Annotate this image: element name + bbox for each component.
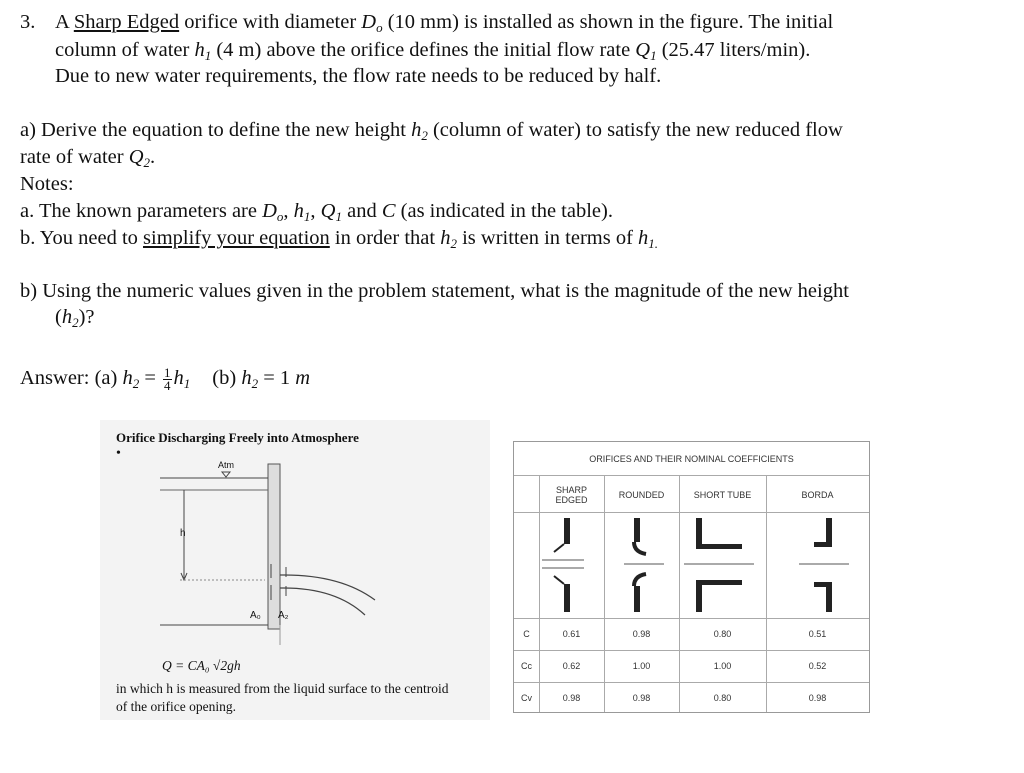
cc-sharp: 0.62 [562, 661, 581, 671]
table-title: ORIFICES AND THEIR NOMINAL COEFFICIENTS [589, 454, 794, 464]
cv-borda: 0.98 [808, 693, 827, 703]
row-label-cv: Cv [521, 693, 532, 703]
cv-short-tube: 0.80 [713, 693, 732, 703]
answer-line: Answer: (a) $h_2$ = $\frac{1}{4}$ $h_1$ (b) $h_2 = 1$ m [20, 364, 311, 393]
free-surface-marker [222, 472, 230, 477]
orifice-figure [100, 420, 490, 720]
cc-borda: 0.52 [808, 661, 827, 671]
tank-diagram [100, 450, 490, 680]
figure-title: Orifice Discharging Freely into Atmosphere [116, 430, 359, 445]
cv-rounded: 0.98 [632, 693, 651, 703]
note-b: b. You need to simplify your equation in order that $h_2$ is written in terms of $h_{1.}$ [20, 227, 659, 251]
problem-line-3: Due to new water requirements, the flow rate needs to be reduced by half. [55, 65, 662, 87]
jet-lower [280, 588, 365, 615]
caption-line-1: in which h is measured from the liquid surface to the centroid [116, 681, 449, 696]
sharp-edged-link: Sharp Edged [73, 11, 180, 33]
bullet: • [116, 446, 121, 461]
cv-sharp: 0.98 [562, 693, 581, 703]
h-label: h [180, 528, 186, 539]
short-tube-icon [684, 518, 754, 612]
header-sharp-edged: SHARP EDGED [555, 485, 588, 505]
c-borda: 0.51 [808, 629, 827, 639]
tank-wall [268, 464, 280, 629]
cc-short-tube: 1.00 [713, 661, 732, 671]
a0-label: A₀ [250, 610, 261, 621]
c-rounded: 0.98 [632, 629, 651, 639]
a2-label: A₂ [278, 610, 289, 621]
problem-line-2: column of water $h_1$ (4 m) above the orifice defines the initial flow rate $Q_1$ (25.47 liters/min). [55, 39, 811, 63]
cc-rounded: 1.00 [632, 661, 651, 671]
part-b-line-1: b) Using the numeric values given in the problem statement, what is the magnitude of the new height [20, 280, 849, 302]
part-b-line-2: $(h_2)$? [55, 306, 95, 330]
c-short-tube: 0.80 [713, 629, 732, 639]
atm-label: Atm [218, 460, 235, 470]
notes-heading: Notes: [20, 173, 74, 195]
problem-line-1: A Sharp Edged orifice with diameter $D_o$ (10 mm) is installed as shown in the figure. The initial [55, 11, 834, 35]
rounded-icon [624, 518, 664, 612]
coefficients-table [513, 441, 870, 713]
part-a-line-2: rate of water $Q_2$. [20, 146, 156, 170]
header-rounded: ROUNDED [618, 490, 665, 500]
orifice-formula: Q = CA₀ √2gh [162, 658, 241, 673]
note-a: a. The known parameters are $D_o$, $h_1$, $Q_1$ and C (as indicated in the table). [20, 200, 613, 224]
sharp-edged-icon [542, 518, 584, 612]
one-quarter-fraction: $\frac{1}{4}$ [164, 364, 171, 393]
header-short-tube: SHORT TUBE [693, 490, 752, 500]
row-label-cc: Cc [521, 661, 532, 671]
caption-line-2: of the orifice opening. [116, 699, 236, 714]
row-label-c: C [523, 629, 530, 639]
part-a-line-1: a) Derive the equation to define the new height $h_2$ (column of water) to satisfy the new reduced flow [20, 119, 843, 143]
orifice-pictograms [514, 512, 869, 618]
problem-number: 3. [20, 11, 36, 33]
header-borda: BORDA [801, 490, 834, 500]
jet-upper [280, 575, 375, 600]
borda-icon [799, 518, 849, 612]
c-sharp: 0.61 [562, 629, 581, 639]
